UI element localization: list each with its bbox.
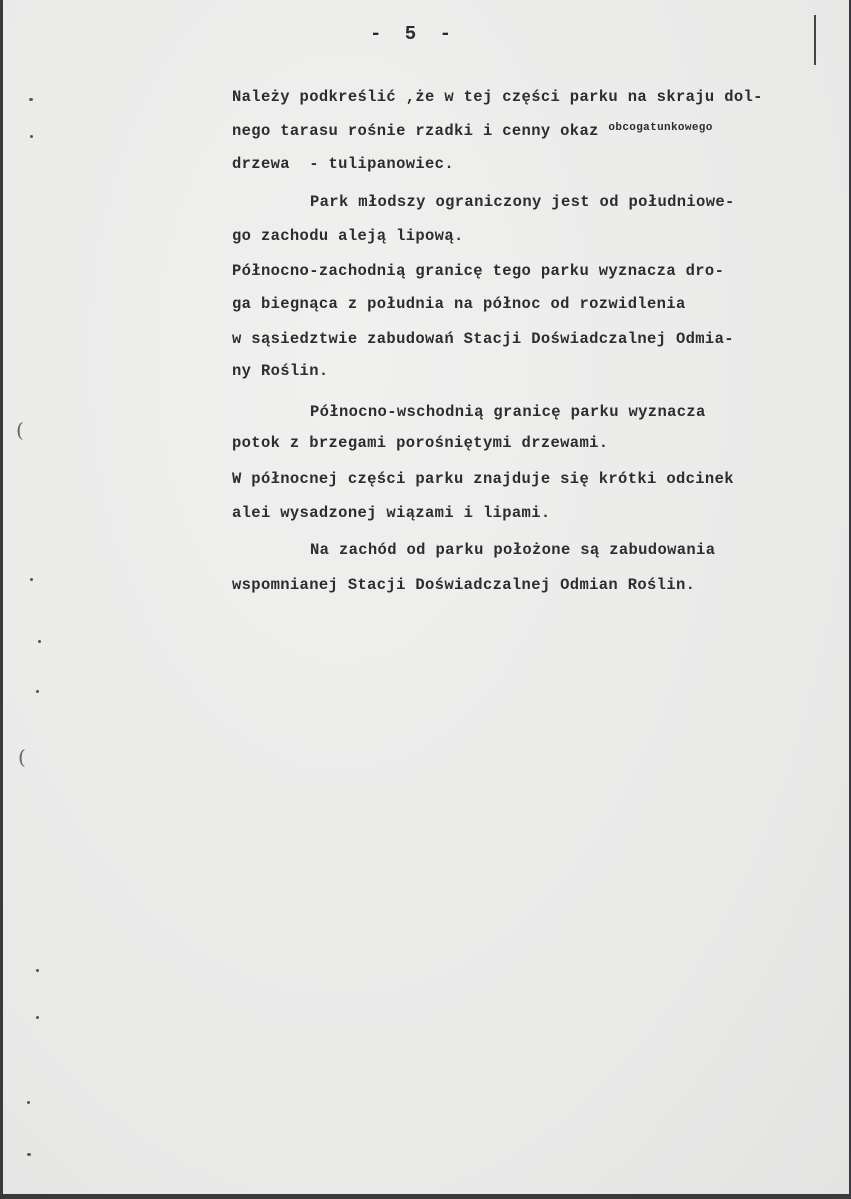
text-line: w sąsiedztwie zabudowań Stacji Doświadczalnej Odmia- <box>232 330 734 348</box>
text-line: Park młodszy ograniczony jest od południowe- <box>310 193 735 211</box>
text-line-part: nego tarasu rośnie rzadki i cenny okaz <box>232 122 609 140</box>
margin-speck <box>36 969 39 972</box>
margin-speck <box>30 578 33 581</box>
margin-speck <box>36 690 39 693</box>
text-line: Na zachód od parku położone są zabudowania <box>310 541 716 559</box>
text-line: W północnej części parku znajduje się krótki odcinek <box>232 470 734 488</box>
margin-speck <box>38 640 41 643</box>
scan-bottom-border <box>0 1194 851 1199</box>
superscript-insertion: obcogatunkowego <box>608 122 713 134</box>
page-number: - 5 - <box>370 23 458 45</box>
scanned-page <box>3 0 849 1194</box>
text-line: go zachodu aleją lipową. <box>232 227 464 245</box>
punch-hole-mark: ( <box>16 418 24 442</box>
text-line: ny Roślin. <box>232 362 329 380</box>
margin-speck <box>30 135 33 138</box>
text-line: ga biegnąca z południa na północ od rozwidlenia <box>232 295 686 313</box>
text-line: Należy podkreślić ,że w tej części parku na skraju dol- <box>232 88 763 106</box>
text-line: Północno-wschodnią granicę parku wyznacza <box>310 403 706 421</box>
text-line: wspomnianej Stacji Doświadczalnej Odmian Roślin. <box>232 576 696 594</box>
punch-hole-mark: ( <box>18 745 26 769</box>
margin-speck <box>36 1016 39 1019</box>
page-edge-mark <box>814 15 816 65</box>
margin-speck <box>27 1153 31 1156</box>
margin-speck <box>27 1101 30 1104</box>
margin-speck <box>29 98 33 101</box>
text-line: Północno-zachodnią granicę tego parku wyznacza dro- <box>232 262 725 280</box>
text-line <box>232 122 713 140</box>
text-line: alei wysadzonej wiązami i lipami. <box>232 504 551 522</box>
text-line: drzewa - tulipanowiec. <box>232 155 454 173</box>
text-line: potok z brzegami porośniętymi drzewami. <box>232 434 609 452</box>
